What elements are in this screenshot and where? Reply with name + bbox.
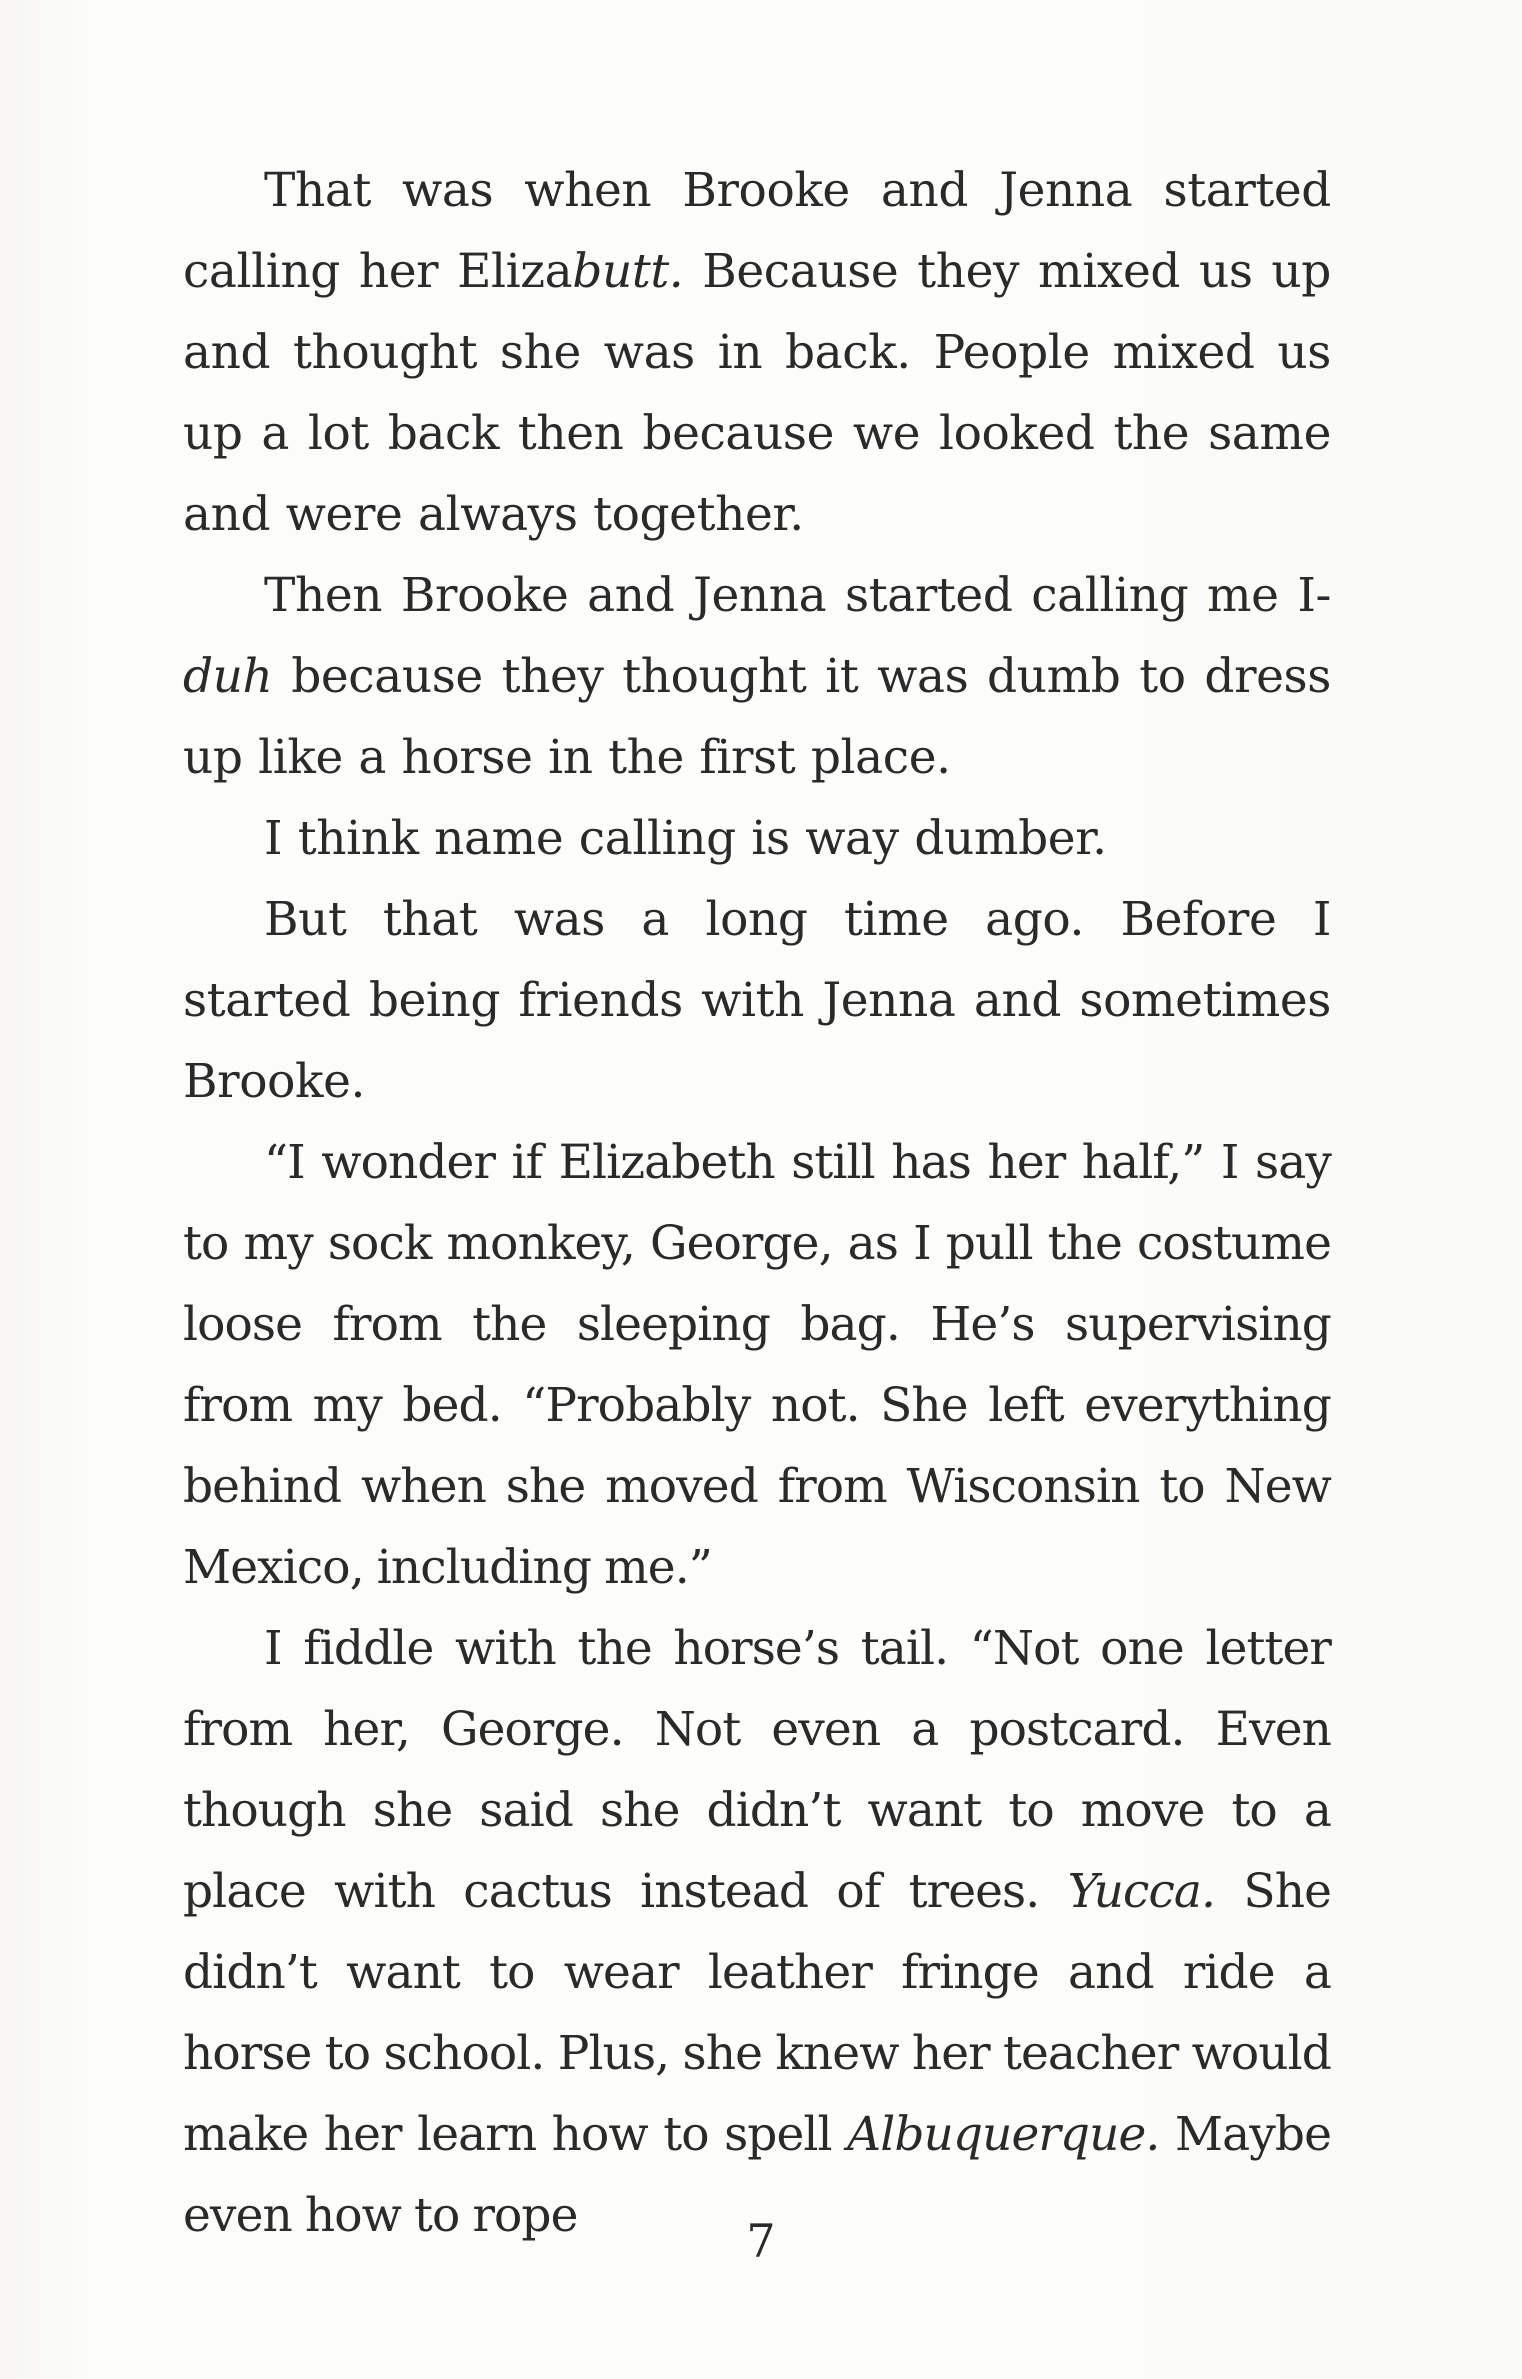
- text-segment: She didn’t want to wear leather fringe and ride a horse to school. Plus, she knew her teacher would make her learn how to spell: [183, 1864, 1331, 2162]
- body-text: [183, 150, 1331, 2256]
- page-number: 7: [746, 2214, 776, 2268]
- text-segment: But that was a long time ago. Before I started being friends with Jenna and sometimes Brooke.: [183, 892, 1331, 1109]
- paragraph-6: [183, 1608, 1331, 2256]
- paragraph-3: [183, 798, 1331, 879]
- paragraph-4: [183, 879, 1331, 1122]
- italic-segment: duh: [183, 649, 273, 704]
- paragraph-2: [183, 555, 1331, 798]
- paragraph-1: [183, 150, 1331, 555]
- text-segment: Then Brooke and Jenna started calling me I-: [264, 568, 1331, 623]
- paragraph-5: [183, 1122, 1331, 1608]
- text-segment: Because they mixed us up and thought she was in back. People mixed us up a lot back then because we looked the same and were always together.: [183, 244, 1331, 542]
- text-segment: I fiddle with the horse’s tail. “Not one letter from her, George. Not even a postcard. Even though she said she didn’t want to move to a place with cactus instead of trees.: [183, 1621, 1331, 1919]
- text-segment: because they thought it was dumb to dress up like a horse in the first place.: [183, 649, 1331, 785]
- text-segment: That was when Brooke and Jenna started calling her Eliza: [183, 163, 1331, 299]
- italic-segment: Albuquerque.: [847, 2107, 1160, 2162]
- text-segment: “I wonder if Elizabeth still has her half,” I say to my sock monkey, George, as I pull the costume loose from the sleeping bag. He’s supervising from my bed. “Probably not. She left everything behind when she moved from Wisconsin to New Mexico, including me.”: [183, 1135, 1331, 1595]
- text-segment: I think name calling is way dumber.: [264, 811, 1107, 866]
- text-segment: Maybe even how to rope: [183, 2107, 1332, 2243]
- italic-segment: Yucca.: [1067, 1864, 1216, 1919]
- italic-segment: butt.: [572, 244, 684, 299]
